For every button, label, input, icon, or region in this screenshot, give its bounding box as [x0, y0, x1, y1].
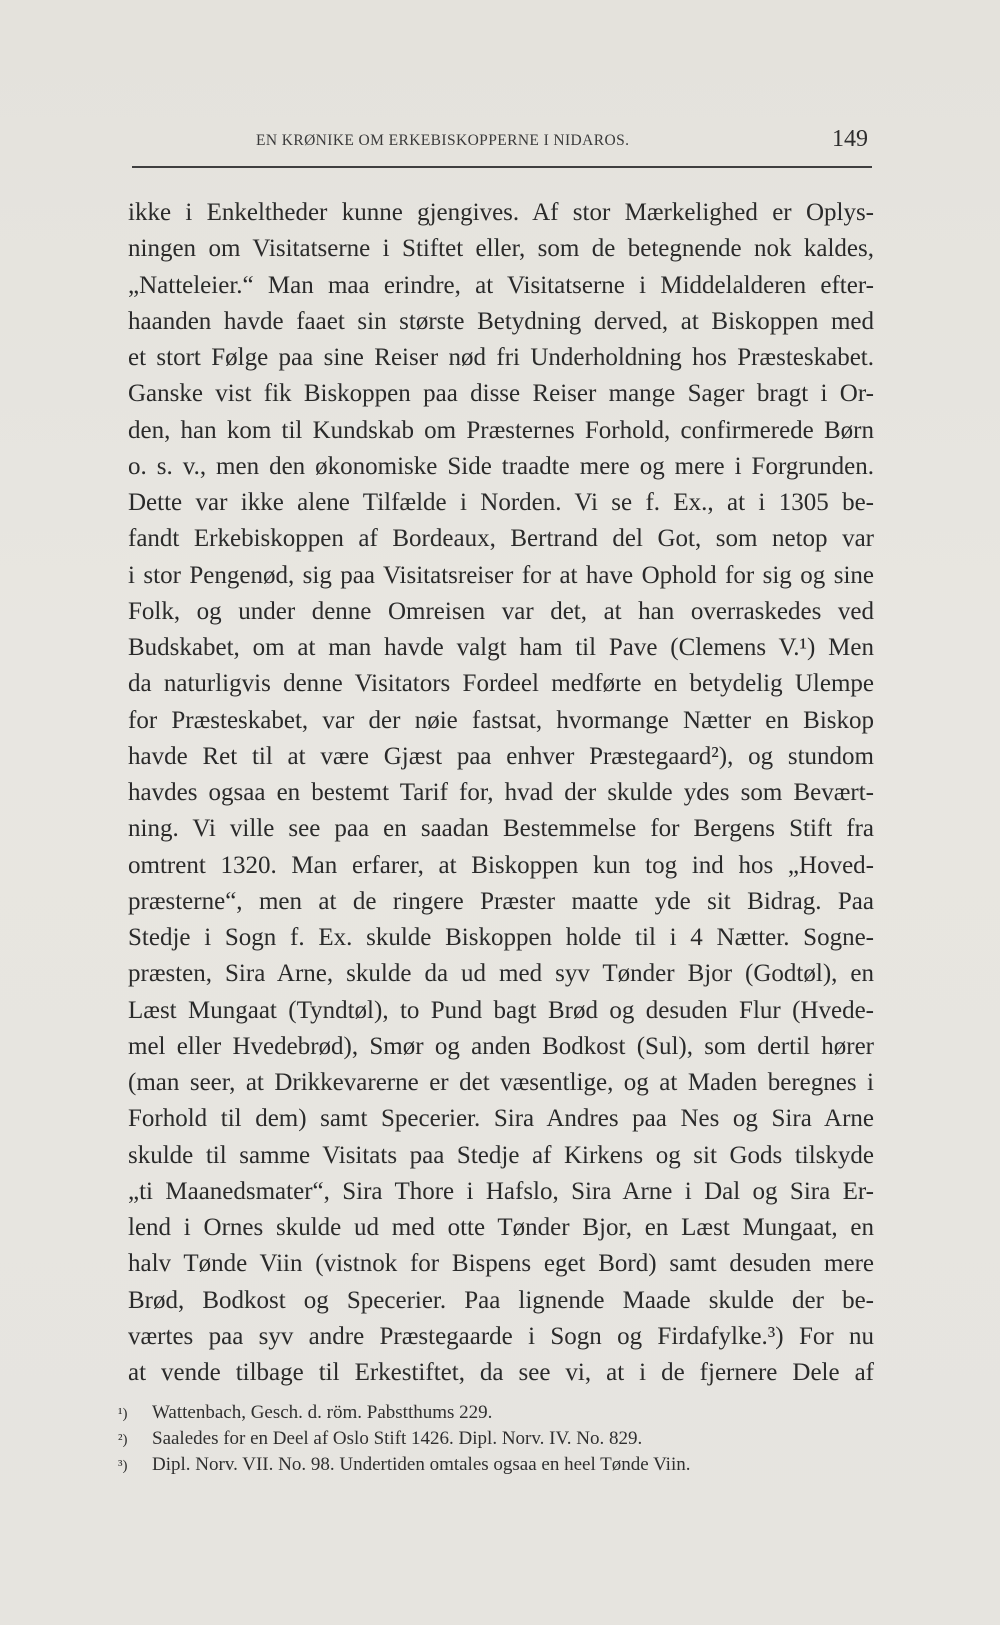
page-number: 149 — [832, 126, 868, 152]
text-line: „ti Maanedsmater“, Sira Thore i Hafslo, Sira Arne i Dal og Sira Er- — [128, 1177, 874, 1205]
text-line: i stor Pengenød, sig paa Visitatsreiser for at have Ophold for sig og sine — [128, 561, 874, 589]
text-line: præsten, Sira Arne, skulde da ud med syv Tønder Bjor (Godtøl), en — [128, 960, 874, 988]
text-line: ning. Vi ville see paa en saadan Bestemmelse for Bergens Stift fra — [128, 815, 874, 843]
text-line: den, han kom til Kundskab om Præsternes Forhold, confirmerede Børn — [128, 416, 874, 444]
text-line: fandt Erkebiskoppen af Bordeaux, Bertrand del Got, som netop var — [128, 525, 874, 553]
text-line: Budskabet, om at man havde valgt ham til Pave (Clemens V.¹) Men — [128, 634, 874, 661]
footnote — [118, 1400, 874, 1426]
text-line: o. s. v., men den økonomiske Side traadte mere og mere i Forgrunden. — [128, 452, 874, 480]
footnote-mark: ²) — [118, 1432, 128, 1448]
text-line: et stort Følge paa sine Reiser nød fri Underholdning hos Præsteskabet. — [128, 344, 874, 371]
footnote-mark: ¹) — [118, 1406, 128, 1422]
body-text — [128, 195, 874, 1391]
text-line: Forhold til dem) samt Specerier. Sira Andres paa Nes og Sira Arne — [128, 1105, 874, 1133]
text-line: lend i Ornes skulde ud med otte Tønder Bjor, en Læst Mungaat, en — [128, 1214, 874, 1241]
text-line: havde Ret til at være Gjæst paa enhver Præstegaard²), og stundom — [128, 742, 874, 770]
running-header — [128, 126, 870, 160]
text-line: (man seer, at Drikkevarerne er det væsentlige, og at Maden beregnes i — [128, 1069, 874, 1096]
text-line: omtrent 1320. Man erfarer, at Biskoppen kun tog ind hos „Hoved- — [128, 851, 874, 879]
footnote — [118, 1426, 874, 1452]
text-line: at vende tilbage til Erkestiftet, da see vi, at i de fjernere Dele af — [128, 1359, 874, 1386]
text-line: havdes ogsaa en bestemt Tarif for, hvad der skulde ydes som Bevært- — [128, 779, 874, 806]
text-line: Stedje i Sogn f. Ex. skulde Biskoppen holde til i 4 Nætter. Sogne- — [128, 924, 874, 951]
header-rule — [132, 166, 872, 168]
text-line: da naturligvis denne Visitators Fordeel medførte en betydelig Ulempe — [128, 670, 874, 698]
text-line: Ganske vist fik Biskoppen paa disse Reiser mange Sager bragt i Or- — [128, 380, 874, 408]
text-line: ikke i Enkeltheder kunne gjengives. Af stor Mærkelighed er Oplys- — [128, 199, 874, 226]
text-line: præsterne“, men at de ringere Præster maatte yde sit Bidrag. Paa — [128, 887, 874, 915]
text-line: „Natteleier.“ Man maa erindre, at Visitatserne i Middelalderen efter- — [128, 271, 874, 299]
text-line: mel eller Hvedebrød), Smør og anden Bodkost (Sul), som dertil hører — [128, 1032, 874, 1060]
text-line: Dette var ikke alene Tilfælde i Norden. Vi se f. Ex., at i 1305 be- — [128, 489, 874, 516]
text-line: Folk, og under denne Omreisen var det, at han overraskedes ved — [128, 597, 874, 625]
text-line: skulde til samme Visitats paa Stedje af Kirkens og sit Gods tilskyde — [128, 1141, 874, 1169]
text-line: halv Tønde Viin (vistnok for Bispens eget Bord) samt desuden mere — [128, 1250, 874, 1278]
text-line: haanden havde faaet sin største Betydning derved, at Biskoppen med — [128, 307, 874, 335]
footnote-mark: ³) — [118, 1458, 128, 1474]
text-line: Brød, Bodkost og Specerier. Paa lignende Maade skulde der be- — [128, 1286, 874, 1314]
running-title: EN KRØNIKE OM ERKEBISKOPPERNE I NIDAROS. — [256, 132, 630, 149]
text-line: ningen om Visitatserne i Stiftet eller, som de betegnende nok kaldes, — [128, 235, 874, 263]
footnote-text: Wattenbach, Gesch. d. röm. Pabstthums 229. — [152, 1402, 493, 1423]
text-line: Læst Mungaat (Tyndtøl), to Pund bagt Brød og desuden Flur (Hvede- — [128, 996, 874, 1024]
footnote — [118, 1452, 874, 1478]
text-line: værtes paa syv andre Præstegaarde i Sogn og Firdafylke.³) For nu — [128, 1322, 874, 1350]
footnotes — [118, 1400, 874, 1478]
footnote-text: Saaledes for en Deel af Oslo Stift 1426. Dipl. Norv. IV. No. 829. — [152, 1428, 643, 1449]
text-line: for Præsteskabet, var der nøie fastsat, hvormange Nætter en Biskop — [128, 706, 874, 734]
footnote-text: Dipl. Norv. VII. No. 98. Undertiden omtales ogsaa en heel Tønde Viin. — [152, 1454, 691, 1475]
